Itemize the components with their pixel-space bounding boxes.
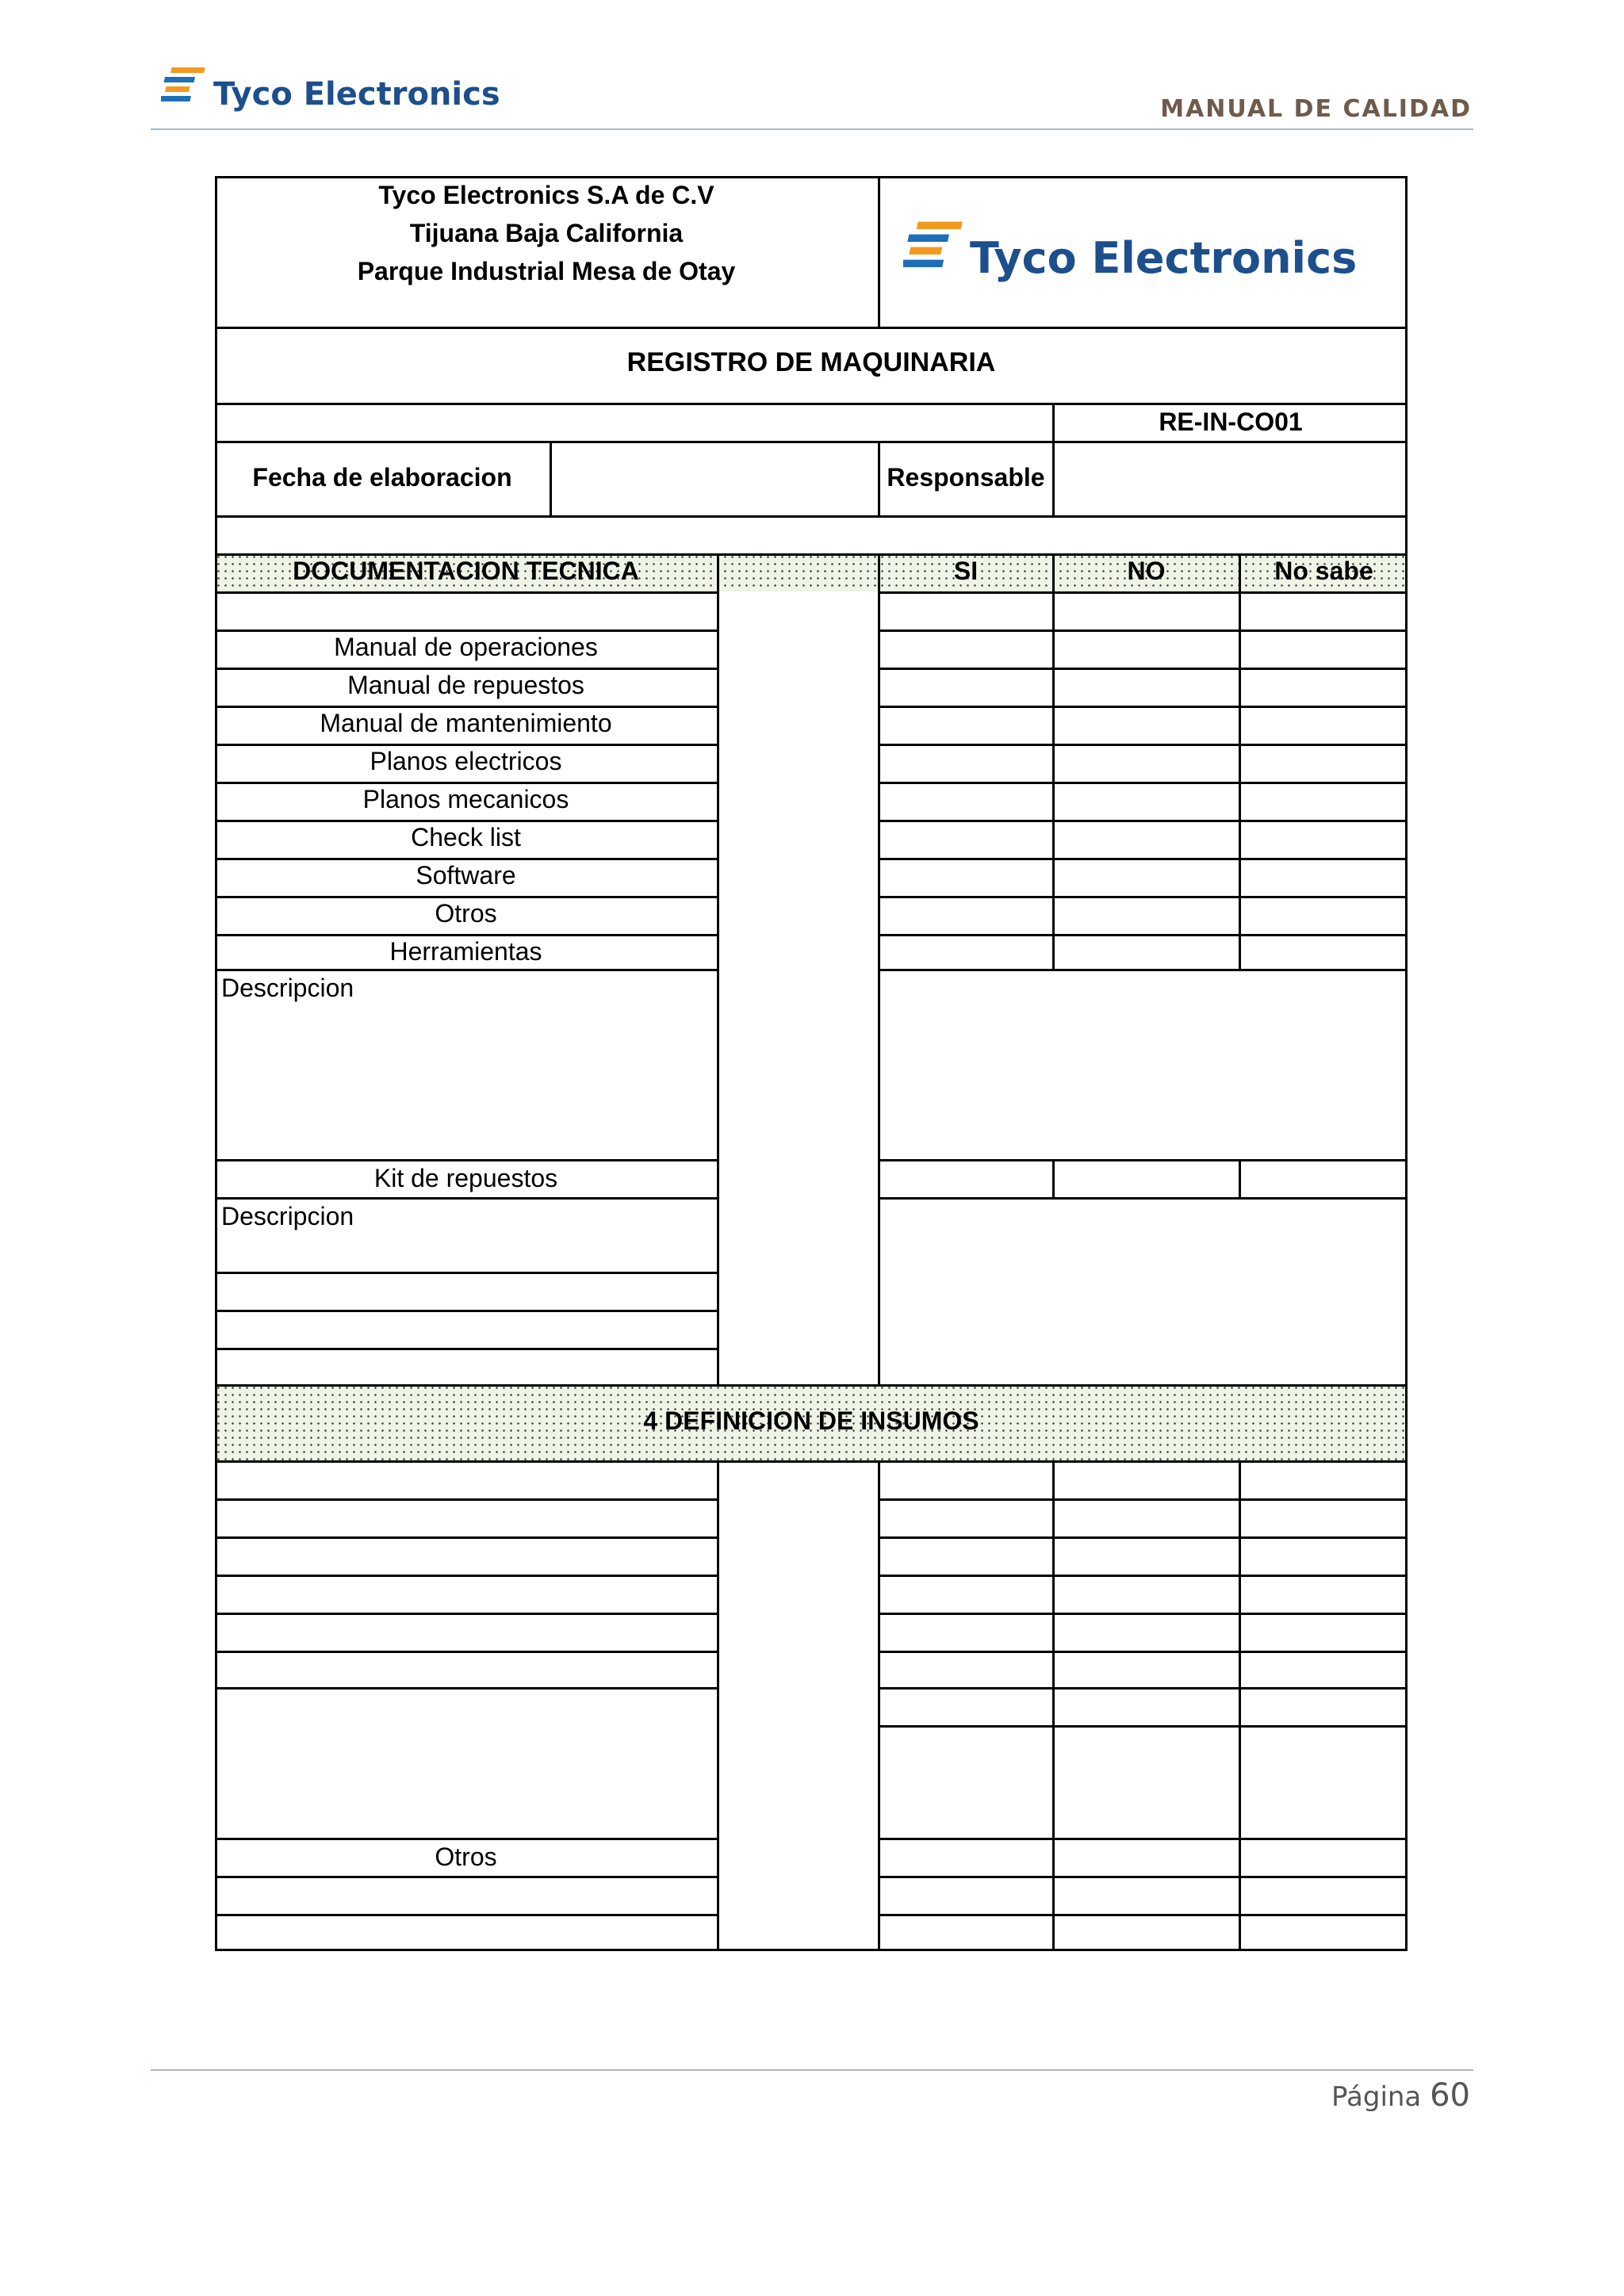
header-logo <box>161 62 500 113</box>
form-title: REGISTRO DE MAQUINARIA <box>626 347 996 377</box>
descripcion-label: Descripcion <box>221 974 354 1002</box>
doc-item-herramientas: Herramientas <box>389 937 542 966</box>
form-logo <box>903 212 1357 283</box>
page-word: Página <box>1331 2081 1422 2113</box>
kit-repuestos-label: Kit de repuestos <box>373 1164 558 1192</box>
page-number <box>1331 2077 1470 2114</box>
column-no-sabe: No sabe <box>1274 557 1373 585</box>
header-title: MANUAL DE CALIDAD <box>1160 95 1472 123</box>
company-city: Tijuana Baja California <box>409 219 684 247</box>
tyco-logo-icon <box>161 66 210 109</box>
insumos-otros-label: Otros <box>435 1843 497 1871</box>
doc-item-planos-mecanicos: Planos mecanicos <box>362 785 569 813</box>
tyco-logo-icon <box>903 220 970 277</box>
column-si: SI <box>953 557 979 585</box>
section-definicion-insumos: 4 DEFINICION DE INSUMOS <box>643 1406 979 1435</box>
page-number-value: 60 <box>1430 2077 1470 2114</box>
responsable-label: Responsable <box>887 463 1045 492</box>
descripcion-field[interactable] <box>879 971 1408 1159</box>
doc-item-manual-operaciones: Manual de operaciones <box>334 633 598 661</box>
header-brand-text: Tyco Electronics <box>213 76 500 113</box>
machinery-register-form <box>215 176 1408 1951</box>
doc-item-otros: Otros <box>435 899 497 928</box>
descripcion-label: Descripcion <box>221 1202 354 1230</box>
company-park: Parque Industrial Mesa de Otay <box>357 257 736 285</box>
doc-item-manual-mantenimiento: Manual de mantenimiento <box>320 709 612 737</box>
descripcion-field[interactable] <box>879 1200 1408 1384</box>
fecha-field[interactable] <box>552 444 878 515</box>
company-name: Tyco Electronics S.A de C.V <box>378 181 714 209</box>
doc-item-check-list: Check list <box>411 823 521 851</box>
doc-item-planos-electricos: Planos electricos <box>370 747 562 775</box>
form-code: RE-IN-CO01 <box>1159 408 1303 436</box>
fecha-label: Fecha de elaboracion <box>252 463 512 492</box>
doc-item-software: Software <box>416 861 516 890</box>
doc-item-manual-repuestos: Manual de repuestos <box>347 671 584 699</box>
form-logo-text: Tyco Electronics <box>970 233 1358 283</box>
footer-rule <box>151 2069 1473 2071</box>
responsable-field[interactable] <box>1055 444 1408 515</box>
header-rule <box>151 128 1473 130</box>
column-no: NO <box>1127 557 1166 585</box>
section-documentacion-tecnica: DOCUMENTACION TECNICA <box>293 557 639 585</box>
